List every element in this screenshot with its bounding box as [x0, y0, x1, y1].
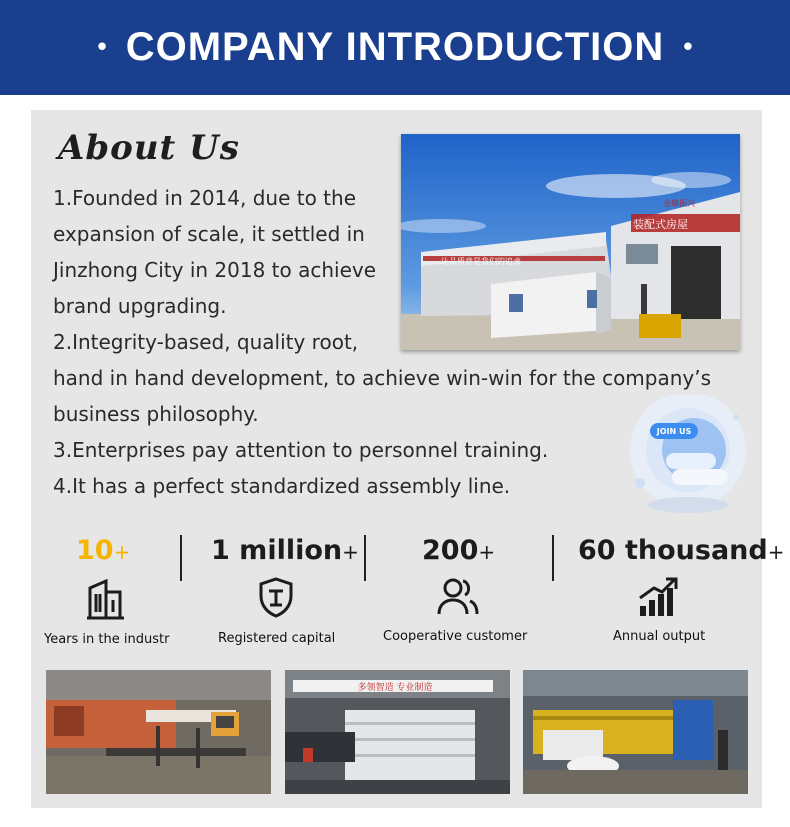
stat-capital-label: Registered capital: [218, 631, 336, 646]
about-line-6: hand in hand development, to achieve win-win for the company’s: [53, 366, 712, 390]
about-line-8: 3.Enterprises pay attention to personnel training.: [53, 438, 549, 462]
photo-banner-text: 多领智造 专业制造: [357, 683, 433, 693]
about-heading: About Us: [58, 128, 240, 168]
users-icon: [436, 576, 480, 622]
production-line-photo-2: [285, 670, 510, 794]
about-line-5: 2.Integrity-based, quality root,: [53, 330, 359, 354]
about-line-4: brand upgrading.: [53, 294, 227, 318]
stat-divider-2: [364, 535, 366, 581]
stat-divider-1: [180, 535, 182, 581]
join-us-badge[interactable]: [626, 395, 750, 519]
about-line-1: 1.Founded in 2014, due to the: [53, 186, 357, 210]
factory-exterior-photo: [401, 134, 740, 350]
stat-years-label: Years in the industr: [44, 632, 170, 647]
sign-company: 金鼎振兴: [663, 199, 695, 208]
about-line-7: business philosophy.: [53, 402, 259, 426]
production-line-photo-1: [46, 670, 271, 794]
shield-icon: [257, 576, 295, 622]
stat-divider-3: [552, 535, 554, 581]
page-title: COMPANY INTRODUCTION: [125, 25, 665, 69]
stat-years-value: 10+: [76, 535, 131, 566]
bullet-right: •: [680, 32, 696, 63]
stat-customers-value: 200+: [422, 535, 496, 566]
stat-capital-value: 1 million+: [211, 535, 359, 566]
join-us-label: JOIN US: [656, 427, 692, 436]
about-line-2: expansion of scale, it settled in: [53, 222, 365, 246]
production-line-photo-3: [523, 670, 748, 794]
bullet-left: •: [94, 32, 110, 63]
growth-chart-icon: [638, 576, 680, 622]
building-icon: [86, 578, 126, 624]
header-banner: [0, 0, 790, 95]
about-line-9: 4.It has a perfect standardized assembly line.: [53, 474, 511, 498]
stat-output-label: Annual output: [613, 629, 706, 644]
stat-customers-label: Cooperative customer: [383, 629, 528, 644]
sign-quality: 让品质意是我们的追求: [441, 257, 521, 266]
stat-output-value: 60 thousand+: [578, 535, 785, 566]
sign-prefab: 装配式房屋: [633, 218, 688, 231]
about-line-3: Jinzhong City in 2018 to achieve: [53, 258, 377, 282]
